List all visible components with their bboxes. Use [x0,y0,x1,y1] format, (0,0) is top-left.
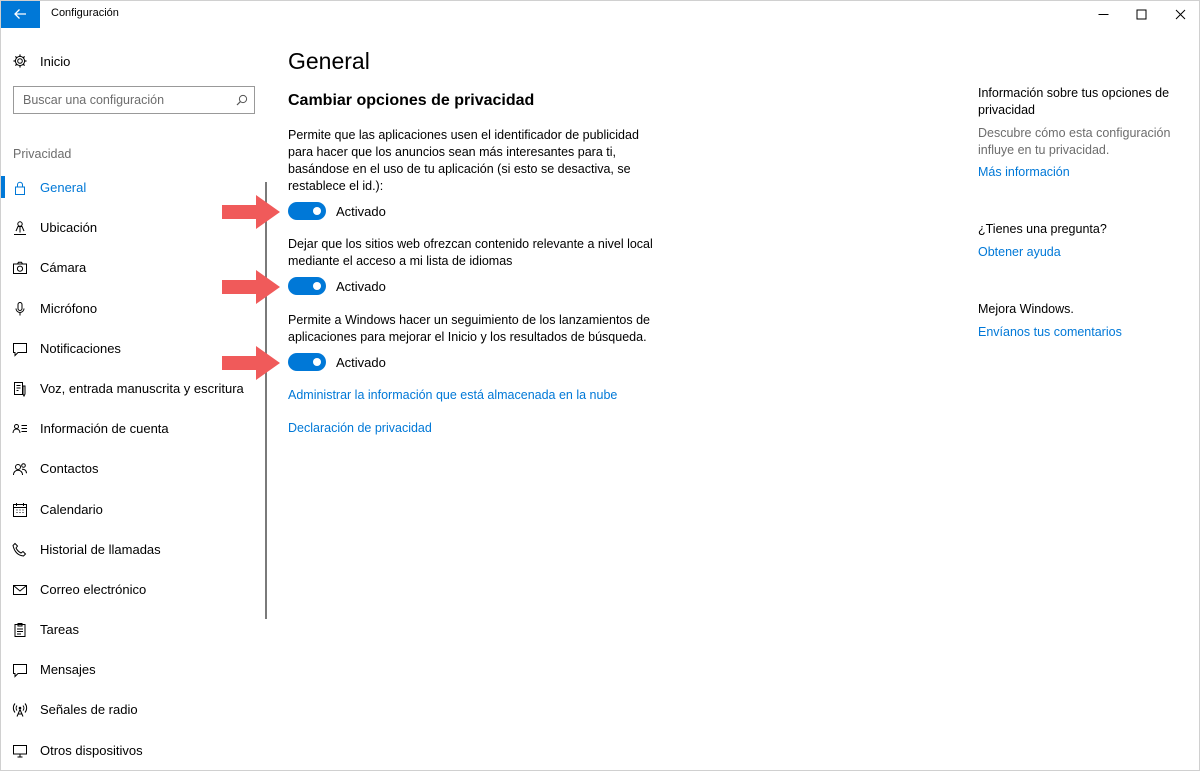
section-subtitle: Cambiar opciones de privacidad [288,92,535,109]
get-help-link[interactable]: Obtener ayuda [978,245,1061,259]
privacy-statement-link[interactable]: Declaración de privacidad [288,421,432,435]
sidebar-item-label: Notificaciones [40,340,121,356]
active-indicator [0,176,5,198]
minimize-icon [1098,9,1109,20]
toggle-state-language: Activado [336,279,386,294]
send-feedback-link[interactable]: Envíanos tus comentarios [978,325,1122,339]
page-title: General [288,48,370,74]
person-location-icon [12,220,28,236]
sidebar [0,28,268,771]
sidebar-item-label: Información de cuenta [40,421,169,437]
sidebar-item-label: Tareas [40,622,80,638]
other-devices-icon [12,743,28,759]
sidebar-item-messages[interactable] [0,655,268,695]
home-label: Inicio [40,54,71,69]
search-box[interactable] [13,86,255,114]
info-heading: Información sobre tus opciones de privacidad [978,86,1170,117]
sidebar-item-label: General [40,180,87,195]
sidebar-item-label: Calendario [40,501,103,517]
radio-icon [12,702,28,718]
sidebar-item-label: Historial de llamadas [40,541,161,557]
sidebar-item-contacts[interactable] [0,454,268,494]
sidebar-item-email[interactable] [0,575,268,615]
annotation-arrow-icon [222,346,280,380]
close-button[interactable] [1160,0,1200,28]
sidebar-item-label: Voz, entrada manuscrita y escritura [40,380,244,396]
setting-description-language: Dejar que los sitios web ofrezcan contenido relevante a nivel local mediante el acceso a mi lista de idiomas [288,237,653,268]
email-icon [12,582,28,598]
calendar-icon [12,502,28,518]
toggle-knob [313,282,321,290]
lock-icon [12,180,28,196]
sidebar-scrollbar[interactable] [265,182,267,619]
maximize-button[interactable] [1121,0,1161,28]
maximize-icon [1136,9,1147,20]
sidebar-item-label: Cámara [40,260,87,276]
toggle-app-tracking[interactable] [288,353,326,371]
sidebar-item-radio[interactable] [0,695,268,735]
sidebar-item-label: Mensajes [40,662,96,678]
account-info-icon [12,421,28,437]
title-bar [0,0,1200,28]
camera-icon [12,260,28,276]
manage-cloud-info-link[interactable]: Administrar la información que está almacenada en la nube [288,388,618,402]
setting-description-app-tracking: Permite a Windows hacer un seguimiento de los lanzamientos de aplicaciones para mejorar el Inicio y los resultados de búsqueda. [288,313,650,344]
setting-description-ad-id: Permite que las aplicaciones usen el identificador de publicidad para hacer que los anuncios sean más interesantes para ti, basándose en el uso de tu aplicación (si esto se desactiva, se restablece el id.): [288,128,639,193]
gear-icon [12,53,28,69]
nav-list [0,173,268,771]
sidebar-item-label: Ubicación [40,220,98,236]
back-button[interactable] [0,0,40,28]
search-input[interactable] [14,87,229,113]
messages-icon [12,662,28,678]
search-icon[interactable] [236,94,248,106]
microphone-icon [12,301,28,317]
sidebar-item-tasks[interactable] [0,615,268,655]
annotation-arrow-icon [222,195,280,229]
toggle-language[interactable] [288,277,326,295]
sidebar-item-label: Señales de radio [40,702,138,718]
sidebar-item-label: Micrófono [40,300,98,316]
toggle-state-app-tracking: Activado [336,355,386,370]
toggle-ad-id[interactable] [288,202,326,220]
info-text: Descubre cómo esta configuración influye en tu privacidad. [978,126,1171,157]
toggle-knob [313,358,321,366]
toggle-knob [313,207,321,215]
sidebar-item-call-history[interactable] [0,535,268,575]
minimize-button[interactable] [1083,0,1123,28]
question-heading: ¿Tienes una pregunta? [978,222,1107,236]
notification-icon [12,341,28,357]
speech-ink-icon [12,381,28,397]
sidebar-item-calendar[interactable] [0,495,268,535]
close-icon [1175,9,1186,20]
sidebar-item-other-devices[interactable] [0,736,268,771]
annotation-arrow-icon [222,270,280,304]
sidebar-item-home[interactable] [0,48,268,74]
sidebar-item-account-info[interactable] [0,414,268,454]
call-history-icon [12,542,28,558]
toggle-state-ad-id: Activado [336,204,386,219]
window-title: Configuración [51,7,119,19]
tasks-icon [12,622,28,638]
sidebar-item-label: Correo electrónico [40,581,147,597]
improve-heading: Mejora Windows. [978,302,1074,316]
contacts-icon [12,461,28,477]
section-label-privacy: Privacidad [13,147,72,161]
sidebar-item-label: Contactos [40,461,99,477]
back-arrow-icon [13,7,27,21]
more-info-link[interactable]: Más información [978,165,1070,179]
sidebar-item-label: Otros dispositivos [40,742,143,758]
